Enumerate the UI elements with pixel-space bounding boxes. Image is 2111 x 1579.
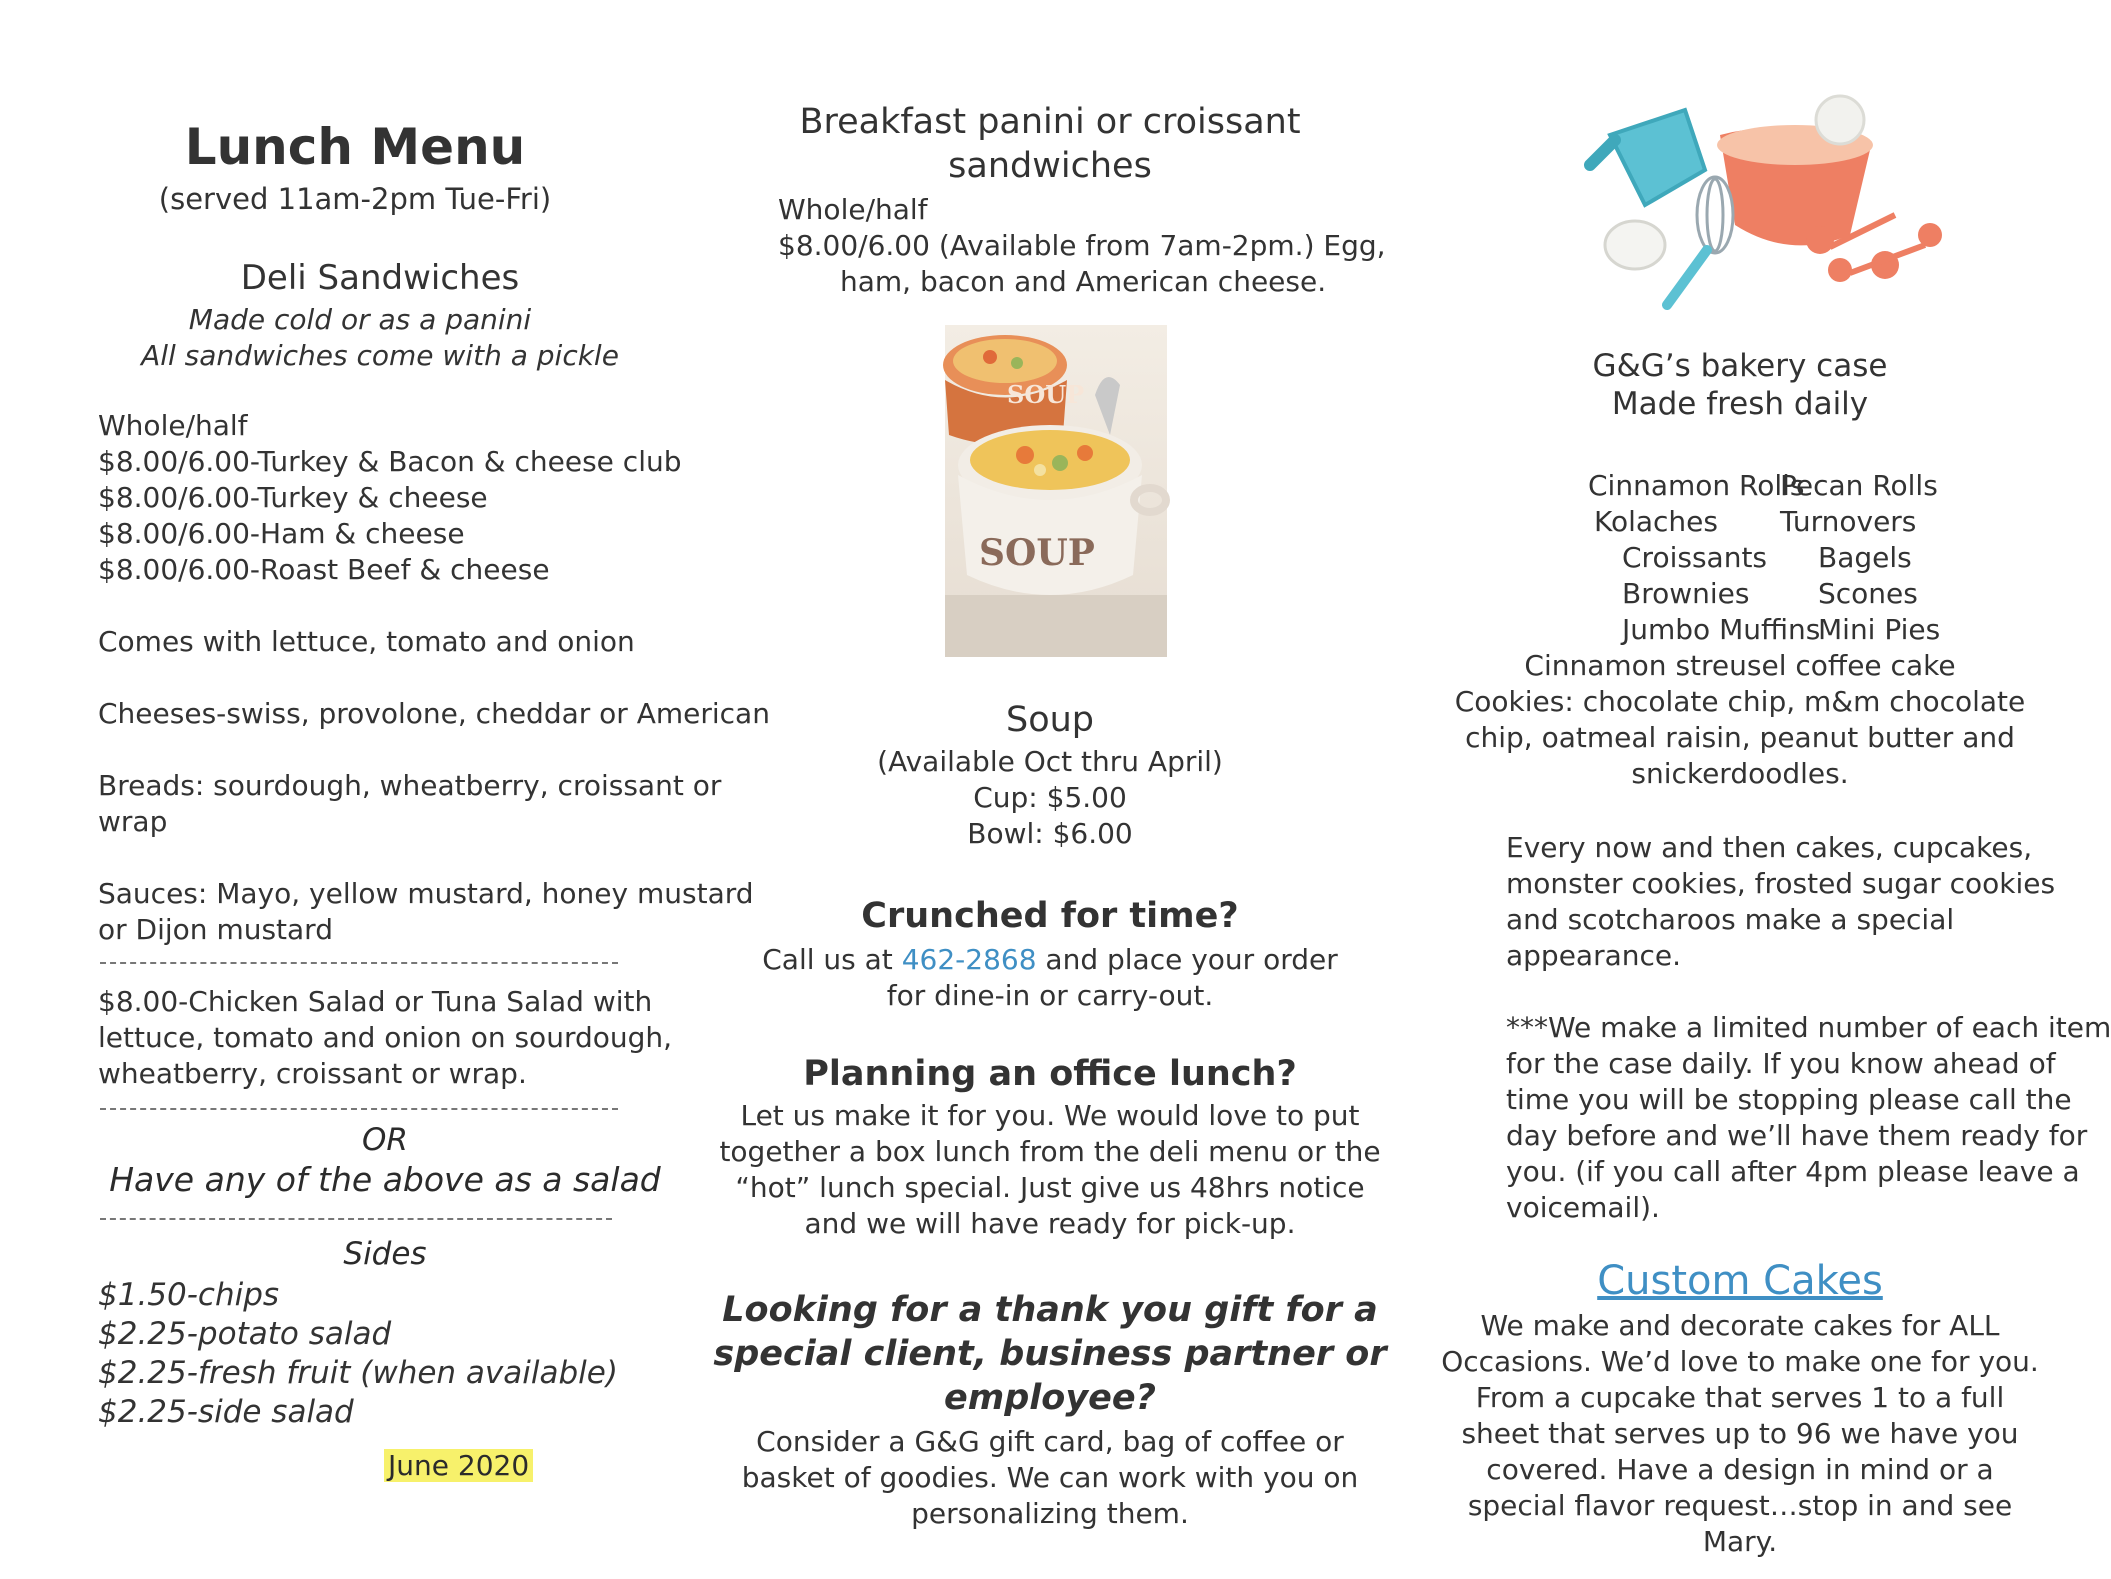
- phone-number[interactable]: 462-2868: [901, 943, 1037, 976]
- divider: [100, 1108, 618, 1110]
- baking-tools-illustration: [1585, 95, 1945, 305]
- limited-text: voicemail).: [1506, 1191, 1660, 1224]
- custom-cakes-text: Mary.: [1702, 1525, 1778, 1558]
- deli-note-cold-panini: Made cold or as a panini: [188, 303, 532, 336]
- sauces-text: Sauces: Mayo, yellow mustard, honey mustard: [98, 877, 754, 910]
- side-item: $1.50-chips: [98, 1277, 280, 1313]
- gift-text: Consider a G&G gift card, bag of coffee or: [756, 1425, 1344, 1458]
- lunch-hours: (served 11am-2pm Tue-Fri): [158, 182, 552, 216]
- gift-heading-cont: special client, business partner or: [713, 1334, 1387, 1374]
- custom-cakes-text: covered. Have a design in mind or a: [1486, 1453, 1994, 1486]
- custom-cakes-text: special flavor request…stop in and see: [1467, 1489, 2013, 1522]
- side-item: $2.25-potato salad: [98, 1316, 392, 1352]
- special-text: and scotcharoos make a special: [1506, 903, 1955, 936]
- gift-text: basket of goodies. We can work with you on: [741, 1461, 1359, 1494]
- side-item: $2.25-side salad: [98, 1394, 354, 1430]
- office-lunch-text: together a box lunch from the deli menu or the: [719, 1135, 1381, 1168]
- bakery-item: Bagels: [1818, 541, 1912, 574]
- bakery-item: Scones: [1818, 577, 1918, 610]
- bakery-item: Croissants: [1622, 541, 1768, 574]
- comes-with-text: Comes with lettuce, tomato and onion: [98, 625, 635, 658]
- crunched-call-line: [700, 942, 1400, 978]
- bakery-item: Kolaches: [1594, 505, 1718, 538]
- coffee-cake-text: Cinnamon streusel coffee cake: [1524, 649, 1956, 682]
- office-lunch-heading: Planning an office lunch?: [803, 1054, 1297, 1094]
- bakery-item: Brownies: [1622, 577, 1750, 610]
- breads-text: Breads: sourdough, wheatberry, croissant or: [98, 769, 722, 802]
- soup-illustration: [945, 325, 1167, 657]
- limited-text: you. (if you call after 4pm please leave a: [1506, 1155, 2080, 1188]
- limited-text: day before and we’ll have them ready for: [1506, 1119, 2088, 1152]
- breakfast-heading: Breakfast panini or croissant: [799, 102, 1301, 142]
- bakery-item: Jumbo Muffins: [1622, 613, 1821, 646]
- bakery-item: Mini Pies: [1818, 613, 1941, 646]
- office-lunch-text: Let us make it for you. We would love to put: [740, 1099, 1360, 1132]
- custom-cakes-text: sheet that serves up to 96 we have you: [1461, 1417, 2019, 1450]
- large-pot-label: SOUP: [979, 532, 1095, 574]
- breakfast-desc-line: ham, bacon and American cheese.: [840, 265, 1327, 298]
- limited-text: ***We make a limited number of each item: [1506, 1011, 2111, 1044]
- bakery-heading: G&G’s bakery case: [1592, 348, 1888, 384]
- gift-heading: Looking for a thank you gift for a: [722, 1290, 1378, 1330]
- soup-availability: (Available Oct thru April): [877, 745, 1223, 778]
- call-us-text: Call us at: [762, 943, 902, 976]
- small-pot-label: SOUP: [1007, 380, 1085, 409]
- soup-heading: Soup: [1005, 700, 1095, 740]
- menu-date-text: June 2020: [384, 1449, 533, 1482]
- bakery-item: Pecan Rolls: [1780, 469, 1938, 502]
- limited-text: for the case daily. If you know ahead of: [1506, 1047, 2056, 1080]
- limited-text: time you will be stopping please call the: [1506, 1083, 2072, 1116]
- divider: [100, 962, 618, 964]
- special-text: Every now and then cakes, cupcakes,: [1506, 831, 2033, 864]
- sides-heading: Sides: [343, 1236, 427, 1272]
- soup-bowl-price: Bowl: $6.00: [967, 817, 1133, 850]
- soup-cup-price: Cup: $5.00: [973, 781, 1127, 814]
- office-lunch-text: “hot” lunch special. Just give us 48hrs notice: [735, 1171, 1365, 1204]
- crunched-heading: Crunched for time?: [861, 896, 1239, 936]
- deli-item: $8.00/6.00-Turkey & cheese: [98, 481, 488, 514]
- custom-cakes-heading[interactable]: Custom Cakes: [1597, 1258, 1883, 1304]
- special-text: monster cookies, frosted sugar cookies: [1506, 867, 2056, 900]
- sauces-text-cont: or Dijon mustard: [98, 913, 333, 946]
- deli-item: $8.00/6.00-Roast Beef & cheese: [98, 553, 550, 586]
- cookies-text: Cookies: chocolate chip, m&m chocolate: [1454, 685, 2026, 718]
- chicken-tuna-salad-text: $8.00-Chicken Salad or Tuna Salad with: [98, 985, 653, 1018]
- custom-cakes-text: Occasions. We’d love to make one for you.: [1441, 1345, 2039, 1378]
- bakery-item: Turnovers: [1780, 505, 1917, 538]
- menu-date: [384, 1449, 533, 1482]
- order-text: and place your order: [1036, 943, 1338, 976]
- deli-sandwiches-heading: Deli Sandwiches: [240, 258, 520, 298]
- breads-text-cont: wrap: [98, 805, 168, 838]
- gift-heading-cont: employee?: [944, 1378, 1156, 1418]
- deli-item: $8.00/6.00-Ham & cheese: [98, 517, 465, 550]
- or-text: OR: [362, 1122, 408, 1158]
- cookies-text: chip, oatmeal raisin, peanut butter and: [1465, 721, 2015, 754]
- as-salad-text: Have any of the above as a salad: [109, 1160, 661, 1199]
- deli-item: $8.00/6.00-Turkey & Bacon & cheese club: [98, 445, 682, 478]
- breakfast-price-line: $8.00/6.00 (Available from 7am-2pm.) Egg,: [778, 229, 1386, 262]
- deli-note-pickle: All sandwiches come with a pickle: [141, 339, 619, 372]
- chicken-tuna-salad-text: lettuce, tomato and onion on sourdough,: [98, 1021, 673, 1054]
- size-label: Whole/half: [98, 409, 248, 442]
- office-lunch-text: and we will have ready for pick-up.: [804, 1207, 1296, 1240]
- custom-cakes-text: From a cupcake that serves 1 to a full: [1475, 1381, 2005, 1414]
- special-text: appearance.: [1506, 939, 1682, 972]
- gift-text: personalizing them.: [911, 1497, 1189, 1530]
- bakery-subheading: Made fresh daily: [1611, 386, 1869, 422]
- lunch-menu-title: Lunch Menu: [184, 118, 526, 176]
- custom-cakes-text: We make and decorate cakes for ALL: [1480, 1309, 2000, 1342]
- crunched-dine-line: for dine-in or carry-out.: [886, 979, 1214, 1012]
- divider: [100, 1218, 612, 1220]
- cheeses-text: Cheeses-swiss, provolone, cheddar or American: [98, 697, 770, 730]
- side-item: $2.25-fresh fruit (when available): [98, 1355, 618, 1391]
- cookies-text: snickerdoodles.: [1631, 757, 1849, 790]
- soup-photo: [945, 325, 1167, 657]
- chicken-tuna-salad-text: wheatberry, croissant or wrap.: [98, 1057, 527, 1090]
- breakfast-size-label: Whole/half: [778, 193, 928, 226]
- bakery-item: Cinnamon Rolls: [1588, 469, 1805, 502]
- breakfast-heading-cont: sandwiches: [948, 146, 1152, 186]
